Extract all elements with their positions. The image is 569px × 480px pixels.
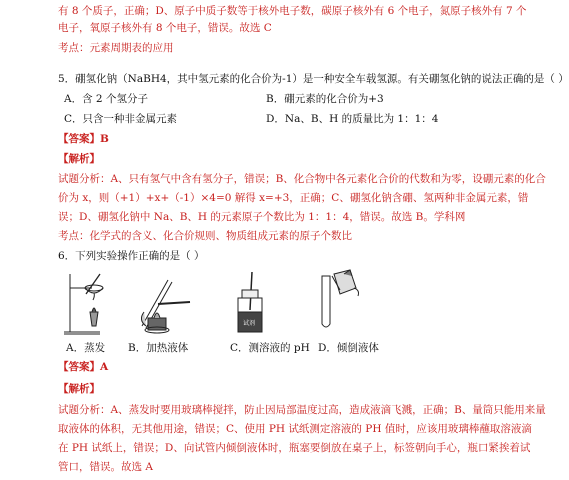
pouring-liquid-figure: [314, 268, 364, 336]
q5-analysis-line-2: 价为 x，则（+1）+x+（-1）×4=0 解得 x=+3，正确；C、硼氢化钠含硼、氢两种非金属元素，错: [58, 192, 529, 204]
caption-d: D．倾倒液体: [318, 342, 379, 354]
q5-analysis-line-1: 试题分析：A、只有氢气中含有氢分子，错误；B、化合物中各元素化合价的代数和为零，设硼元素的化合: [58, 173, 546, 185]
q5-option-a: A．含 2 个氢分子: [64, 93, 148, 105]
kaodian-prev: 考点：元素周期表的应用: [58, 42, 174, 54]
q5-analysis-label: 【解析】: [58, 153, 100, 165]
q5-answer: 【答案】B: [58, 133, 109, 145]
svg-text:试剂: 试剂: [243, 320, 256, 327]
q6-stem: 6．下列实验操作正确的是（ ）: [58, 250, 205, 262]
carryover-line-2: 电子，氧原子核外有 8 个电子，错误。故选 C: [58, 22, 272, 34]
carryover-line-1: 有 8 个质子，正确；D、原子中质子数等于核外电子数，碳原子核外有 6 个电子，氮原子核外有 7 个: [58, 5, 527, 17]
q6-analysis-line-3: 在 PH 试纸上，错误；D、向试管内倾倒液体时，瓶塞要倒放在桌子上，标签朝向手心，瓶口紧挨着试: [58, 442, 531, 454]
q5-option-d: D．Na、B、H 的质量比为 1：1：4: [266, 113, 439, 125]
evaporation-apparatus-figure: [56, 268, 116, 336]
q6-analysis-label: 【解析】: [58, 383, 100, 395]
caption-b: B．加热液体: [128, 342, 189, 354]
q6-analysis-line-4: 管口，错误。故选 A: [58, 461, 153, 473]
q5-analysis-line-3: 误；D、硼氢化钠中 Na、B、H 的元素原子个数比为 1：1：4，错误。故选 B。学科网: [58, 211, 466, 223]
caption-c: C．测溶液的 pH: [230, 342, 310, 354]
q5-option-b: B．硼元素的化合价为+3: [266, 93, 384, 105]
q5-option-c: C．只含一种非金属元素: [64, 113, 178, 125]
heating-liquid-figure: [128, 268, 198, 336]
q6-analysis-line-2: 取液体的体积，无其他用途，错误；C、使用 PH 试纸测定溶液的 PH 值时，应该用玻璃棒蘸取溶液滴: [58, 423, 532, 435]
caption-a: A．蒸发: [66, 342, 106, 354]
q5-kaodian: 考点：化学式的含义、化合价规则、物质组成元素的原子个数比: [58, 230, 352, 242]
ph-test-figure: [228, 270, 268, 336]
q6-answer: 【答案】A: [58, 361, 109, 373]
q6-analysis-line-1: 试题分析：A、蒸发时要用玻璃棒搅拌，防止因局部温度过高，造成液滴飞溅，正确；B、量筒只能用来量: [58, 404, 546, 416]
q5-stem: 5．硼氢化钠（NaBH4，其中氢元素的化合价为-1）是一种安全车载氢源。有关硼氢化钠的说法正确的是（ ）: [58, 73, 569, 85]
